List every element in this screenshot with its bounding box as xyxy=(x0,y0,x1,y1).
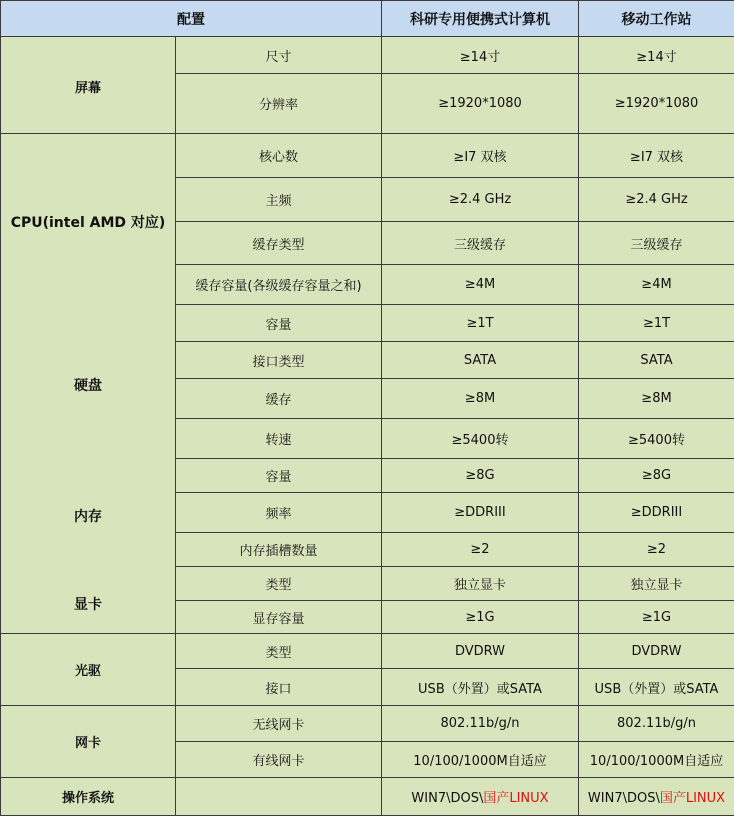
item-cell: 接口 xyxy=(176,669,382,706)
item-cell: 缓存类型 xyxy=(176,222,382,265)
header-mobile-workstation: 移动工作站 xyxy=(579,1,734,37)
table-row xyxy=(1,706,734,742)
item-cell: 容量 xyxy=(176,459,382,493)
os-normal-text: WIN7\DOS\ xyxy=(411,791,483,806)
header-row xyxy=(1,1,734,37)
value-cell: 三级缓存 xyxy=(579,222,734,265)
header-research-laptop: 科研专用便携式计算机 xyxy=(382,1,579,37)
value-cell: ≥DDRIII xyxy=(579,493,734,533)
item-cell: 主频 xyxy=(176,178,382,222)
value-cell: USB（外置）或SATA xyxy=(382,669,579,706)
value-cell xyxy=(382,778,579,816)
value-cell: ≥2 xyxy=(579,533,734,567)
item-cell: 有线网卡 xyxy=(176,742,382,778)
value-cell: 独立显卡 xyxy=(579,567,734,601)
group-os: 操作系统 xyxy=(1,778,176,816)
table-row xyxy=(1,134,734,178)
group-optical: 光驱 xyxy=(1,634,176,706)
value-cell: SATA xyxy=(382,342,579,379)
value-cell: ≥1920*1080 xyxy=(579,74,734,134)
value-cell: ≥4M xyxy=(579,265,734,305)
value-cell: ≥1G xyxy=(579,601,734,634)
item-cell: 核心数 xyxy=(176,134,382,178)
value-cell: 独立显卡 xyxy=(382,567,579,601)
value-cell: ≥1920*1080 xyxy=(382,74,579,134)
value-cell: 802.11b/g/n xyxy=(382,706,579,742)
item-cell: 频率 xyxy=(176,493,382,533)
item-cell: 内存插槽数量 xyxy=(176,533,382,567)
os-highlight-text: 国产LINUX xyxy=(483,791,548,806)
value-cell: ≥8M xyxy=(382,379,579,419)
group-nic: 网卡 xyxy=(1,706,176,778)
item-cell: 容量 xyxy=(176,305,382,342)
value-cell: ≥8G xyxy=(579,459,734,493)
item-cell: 类型 xyxy=(176,634,382,669)
value-cell xyxy=(579,778,734,816)
item-cell: 缓存容量(各级缓存容量之和) xyxy=(176,265,382,305)
value-cell: USB（外置）或SATA xyxy=(579,669,734,706)
table-row xyxy=(1,634,734,669)
value-cell: ≥5400转 xyxy=(382,419,579,459)
value-cell: ≥5400转 xyxy=(579,419,734,459)
item-cell: 类型 xyxy=(176,567,382,601)
value-cell: ≥2 xyxy=(382,533,579,567)
group-disk: 硬盘 xyxy=(1,375,175,395)
os-highlight-text: 国产LINUX xyxy=(660,791,725,806)
group-screen: 屏幕 xyxy=(1,37,176,134)
item-cell: 转速 xyxy=(176,419,382,459)
value-cell: ≥4M xyxy=(382,265,579,305)
value-cell: ≥1G xyxy=(382,601,579,634)
item-cell: 接口类型 xyxy=(176,342,382,379)
value-cell: ≥8G xyxy=(382,459,579,493)
value-cell: ≥8M xyxy=(579,379,734,419)
item-cell: 缓存 xyxy=(176,379,382,419)
os-normal-text: WIN7\DOS\ xyxy=(588,791,660,806)
table-row xyxy=(1,37,734,74)
value-cell: ≥DDRIII xyxy=(382,493,579,533)
value-cell: DVDRW xyxy=(579,634,734,669)
value-cell: ≥I7 双核 xyxy=(382,134,579,178)
value-cell: 三级缓存 xyxy=(382,222,579,265)
item-cell: 显存容量 xyxy=(176,601,382,634)
group-cpu: CPU(intel AMD 对应) xyxy=(1,212,175,232)
group-memory: 内存 xyxy=(1,506,175,526)
value-cell: ≥14寸 xyxy=(382,37,579,74)
table-row xyxy=(1,778,734,816)
value-cell: ≥14寸 xyxy=(579,37,734,74)
item-cell: 无线网卡 xyxy=(176,706,382,742)
value-cell: SATA xyxy=(579,342,734,379)
value-cell: ≥I7 双核 xyxy=(579,134,734,178)
header-config: 配置 xyxy=(1,1,382,37)
value-cell: 802.11b/g/n xyxy=(579,706,734,742)
item-cell: 分辨率 xyxy=(176,74,382,134)
value-cell: 10/100/1000M自适应 xyxy=(382,742,579,778)
value-cell: ≥2.4 GHz xyxy=(579,178,734,222)
item-cell: 尺寸 xyxy=(176,37,382,74)
value-cell: ≥1T xyxy=(579,305,734,342)
value-cell: ≥1T xyxy=(382,305,579,342)
group-hardware xyxy=(1,134,176,634)
value-cell: ≥2.4 GHz xyxy=(382,178,579,222)
value-cell: DVDRW xyxy=(382,634,579,669)
value-cell: 10/100/1000M自适应 xyxy=(579,742,734,778)
group-gpu: 显卡 xyxy=(1,594,175,614)
item-cell xyxy=(176,778,382,816)
